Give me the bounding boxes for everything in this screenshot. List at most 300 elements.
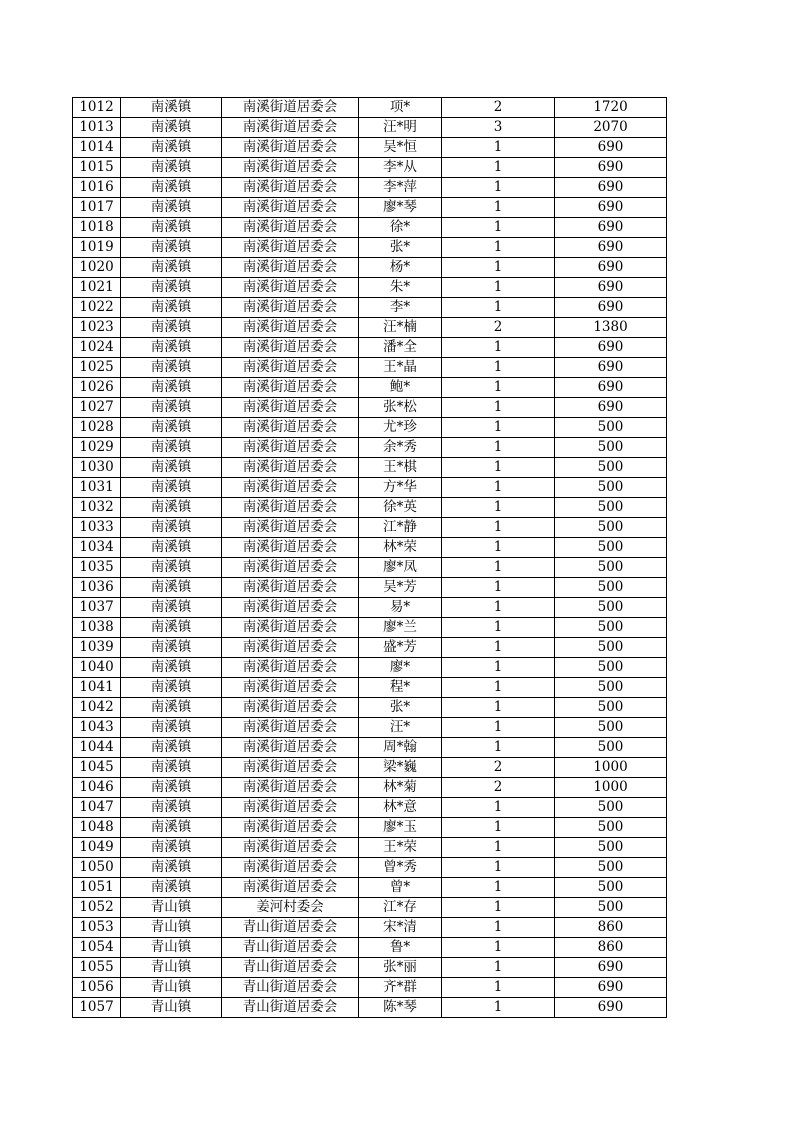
cell-count: 1: [442, 638, 555, 658]
cell-count: 1: [442, 498, 555, 518]
cell-town: 南溪镇: [121, 598, 222, 618]
cell-id: 1026: [73, 378, 121, 398]
cell-committee: 南溪街道居委会: [222, 638, 359, 658]
cell-id: 1036: [73, 578, 121, 598]
cell-committee: 南溪街道居委会: [222, 578, 359, 598]
cell-committee: 南溪街道居委会: [222, 798, 359, 818]
cell-committee: 姜河村委会: [222, 898, 359, 918]
cell-committee: 南溪街道居委会: [222, 298, 359, 318]
cell-id: 1053: [73, 918, 121, 938]
cell-count: 1: [442, 338, 555, 358]
cell-town: 南溪镇: [121, 538, 222, 558]
cell-count: 1: [442, 618, 555, 638]
cell-count: 1: [442, 198, 555, 218]
cell-id: 1038: [73, 618, 121, 638]
cell-id: 1050: [73, 858, 121, 878]
cell-count: 1: [442, 158, 555, 178]
cell-id: 1019: [73, 238, 121, 258]
table-row: [73, 238, 667, 258]
table-row: [73, 438, 667, 458]
cell-amount: 1000: [555, 758, 667, 778]
cell-amount: 500: [555, 658, 667, 678]
cell-count: 1: [442, 898, 555, 918]
cell-committee: 南溪街道居委会: [222, 158, 359, 178]
cell-committee: 南溪街道居委会: [222, 358, 359, 378]
cell-amount: 500: [555, 578, 667, 598]
table-row: [73, 958, 667, 978]
cell-town: 南溪镇: [121, 578, 222, 598]
cell-id: 1016: [73, 178, 121, 198]
table-row: [73, 318, 667, 338]
cell-town: 南溪镇: [121, 758, 222, 778]
cell-count: 1: [442, 598, 555, 618]
cell-name: 廖*玉: [359, 818, 442, 838]
cell-count: 2: [442, 758, 555, 778]
cell-amount: 690: [555, 998, 667, 1018]
cell-name: 林*菊: [359, 778, 442, 798]
cell-town: 南溪镇: [121, 378, 222, 398]
cell-committee: 南溪街道居委会: [222, 458, 359, 478]
cell-id: 1023: [73, 318, 121, 338]
cell-name: 吴*芳: [359, 578, 442, 598]
cell-amount: 500: [555, 678, 667, 698]
cell-name: 杨*: [359, 258, 442, 278]
cell-name: 江*存: [359, 898, 442, 918]
cell-name: 梁*巍: [359, 758, 442, 778]
cell-id: 1032: [73, 498, 121, 518]
cell-name: 吴*恒: [359, 138, 442, 158]
cell-count: 1: [442, 438, 555, 458]
cell-town: 南溪镇: [121, 398, 222, 418]
cell-name: 周*翰: [359, 738, 442, 758]
cell-committee: 青山街道居委会: [222, 918, 359, 938]
table-row: [73, 978, 667, 998]
cell-amount: 500: [555, 818, 667, 838]
cell-amount: 500: [555, 418, 667, 438]
cell-id: 1031: [73, 478, 121, 498]
cell-amount: 690: [555, 218, 667, 238]
cell-count: 1: [442, 258, 555, 278]
cell-id: 1020: [73, 258, 121, 278]
cell-count: 1: [442, 918, 555, 938]
cell-amount: 690: [555, 278, 667, 298]
cell-town: 青山镇: [121, 898, 222, 918]
cell-name: 尤*珍: [359, 418, 442, 438]
cell-amount: 690: [555, 398, 667, 418]
cell-name: 曾*秀: [359, 858, 442, 878]
table-row: [73, 358, 667, 378]
table-row: [73, 838, 667, 858]
cell-amount: 690: [555, 138, 667, 158]
cell-committee: 南溪街道居委会: [222, 258, 359, 278]
cell-name: 易*: [359, 598, 442, 618]
table-row: [73, 198, 667, 218]
cell-town: 南溪镇: [121, 138, 222, 158]
table-row: [73, 158, 667, 178]
table-row: [73, 758, 667, 778]
cell-id: 1030: [73, 458, 121, 478]
data-table: [72, 97, 667, 1018]
cell-id: 1022: [73, 298, 121, 318]
cell-amount: 690: [555, 958, 667, 978]
cell-name: 方*华: [359, 478, 442, 498]
cell-count: 1: [442, 358, 555, 378]
cell-id: 1042: [73, 698, 121, 718]
cell-name: 汪*: [359, 718, 442, 738]
cell-town: 南溪镇: [121, 638, 222, 658]
cell-id: 1044: [73, 738, 121, 758]
table-row: [73, 718, 667, 738]
cell-town: 南溪镇: [121, 678, 222, 698]
cell-id: 1056: [73, 978, 121, 998]
cell-committee: 南溪街道居委会: [222, 598, 359, 618]
cell-committee: 南溪街道居委会: [222, 558, 359, 578]
cell-town: 南溪镇: [121, 458, 222, 478]
cell-id: 1025: [73, 358, 121, 378]
cell-name: 鲍*: [359, 378, 442, 398]
cell-count: 1: [442, 818, 555, 838]
cell-amount: 690: [555, 158, 667, 178]
cell-town: 南溪镇: [121, 258, 222, 278]
table-row: [73, 638, 667, 658]
cell-committee: 南溪街道居委会: [222, 818, 359, 838]
cell-committee: 南溪街道居委会: [222, 398, 359, 418]
table-row: [73, 898, 667, 918]
cell-amount: 500: [555, 898, 667, 918]
table-row: [73, 658, 667, 678]
cell-amount: 690: [555, 178, 667, 198]
cell-amount: 690: [555, 378, 667, 398]
cell-id: 1034: [73, 538, 121, 558]
table-row: [73, 998, 667, 1018]
cell-town: 南溪镇: [121, 238, 222, 258]
table-row: [73, 558, 667, 578]
cell-name: 李*: [359, 298, 442, 318]
cell-amount: 500: [555, 858, 667, 878]
cell-id: 1024: [73, 338, 121, 358]
cell-count: 2: [442, 318, 555, 338]
table-row: [73, 98, 667, 118]
cell-id: 1033: [73, 518, 121, 538]
cell-id: 1045: [73, 758, 121, 778]
cell-amount: 500: [555, 838, 667, 858]
table-row: [73, 258, 667, 278]
cell-id: 1018: [73, 218, 121, 238]
table-row: [73, 498, 667, 518]
cell-town: 南溪镇: [121, 778, 222, 798]
cell-count: 1: [442, 178, 555, 198]
cell-name: 廖*凤: [359, 558, 442, 578]
cell-count: 1: [442, 478, 555, 498]
cell-id: 1057: [73, 998, 121, 1018]
cell-committee: 青山街道居委会: [222, 978, 359, 998]
cell-amount: 2070: [555, 118, 667, 138]
cell-committee: 南溪街道居委会: [222, 878, 359, 898]
cell-count: 1: [442, 278, 555, 298]
cell-name: 廖*琴: [359, 198, 442, 218]
cell-amount: 1380: [555, 318, 667, 338]
cell-committee: 南溪街道居委会: [222, 198, 359, 218]
cell-name: 余*秀: [359, 438, 442, 458]
cell-name: 项*: [359, 98, 442, 118]
cell-name: 朱*: [359, 278, 442, 298]
table-row: [73, 458, 667, 478]
cell-name: 廖*: [359, 658, 442, 678]
table-row: [73, 938, 667, 958]
cell-name: 王*棋: [359, 458, 442, 478]
cell-amount: 690: [555, 978, 667, 998]
cell-id: 1014: [73, 138, 121, 158]
cell-amount: 500: [555, 558, 667, 578]
cell-amount: 500: [555, 458, 667, 478]
cell-amount: 500: [555, 478, 667, 498]
cell-id: 1017: [73, 198, 121, 218]
table-row: [73, 818, 667, 838]
cell-id: 1015: [73, 158, 121, 178]
cell-town: 南溪镇: [121, 518, 222, 538]
cell-id: 1041: [73, 678, 121, 698]
table-row: [73, 738, 667, 758]
cell-amount: 500: [555, 498, 667, 518]
cell-count: 1: [442, 398, 555, 418]
table-row: [73, 218, 667, 238]
cell-town: 南溪镇: [121, 178, 222, 198]
cell-committee: 南溪街道居委会: [222, 238, 359, 258]
cell-name: 曾*: [359, 878, 442, 898]
cell-count: 1: [442, 538, 555, 558]
cell-count: 1: [442, 858, 555, 878]
cell-committee: 南溪街道居委会: [222, 338, 359, 358]
cell-count: 1: [442, 998, 555, 1018]
cell-amount: 500: [555, 518, 667, 538]
cell-town: 南溪镇: [121, 98, 222, 118]
cell-name: 潘*全: [359, 338, 442, 358]
cell-town: 南溪镇: [121, 698, 222, 718]
table-row: [73, 418, 667, 438]
table-row: [73, 478, 667, 498]
cell-amount: 500: [555, 738, 667, 758]
table-row: [73, 578, 667, 598]
cell-count: 1: [442, 418, 555, 438]
cell-town: 青山镇: [121, 938, 222, 958]
cell-name: 陈*琴: [359, 998, 442, 1018]
cell-town: 南溪镇: [121, 418, 222, 438]
cell-committee: 南溪街道居委会: [222, 718, 359, 738]
cell-town: 青山镇: [121, 998, 222, 1018]
table-row: [73, 598, 667, 618]
table-row: [73, 678, 667, 698]
cell-count: 1: [442, 698, 555, 718]
table-row: [73, 798, 667, 818]
cell-town: 南溪镇: [121, 798, 222, 818]
cell-id: 1046: [73, 778, 121, 798]
cell-committee: 南溪街道居委会: [222, 498, 359, 518]
cell-count: 1: [442, 578, 555, 598]
cell-name: 齐*群: [359, 978, 442, 998]
table-row: [73, 298, 667, 318]
cell-name: 徐*: [359, 218, 442, 238]
cell-committee: 南溪街道居委会: [222, 698, 359, 718]
cell-town: 南溪镇: [121, 818, 222, 838]
table-row: [73, 378, 667, 398]
cell-amount: 690: [555, 338, 667, 358]
cell-id: 1028: [73, 418, 121, 438]
cell-committee: 南溪街道居委会: [222, 678, 359, 698]
cell-count: 1: [442, 958, 555, 978]
cell-town: 青山镇: [121, 918, 222, 938]
table-body: [73, 98, 667, 1018]
cell-town: 南溪镇: [121, 478, 222, 498]
cell-count: 3: [442, 118, 555, 138]
cell-name: 李*从: [359, 158, 442, 178]
cell-name: 王*荣: [359, 838, 442, 858]
cell-town: 南溪镇: [121, 338, 222, 358]
cell-count: 1: [442, 678, 555, 698]
cell-amount: 500: [555, 598, 667, 618]
cell-committee: 南溪街道居委会: [222, 738, 359, 758]
cell-town: 南溪镇: [121, 438, 222, 458]
cell-town: 南溪镇: [121, 838, 222, 858]
cell-count: 1: [442, 298, 555, 318]
cell-town: 南溪镇: [121, 298, 222, 318]
cell-committee: 南溪街道居委会: [222, 858, 359, 878]
cell-town: 南溪镇: [121, 878, 222, 898]
cell-amount: 500: [555, 878, 667, 898]
cell-id: 1052: [73, 898, 121, 918]
table-row: [73, 618, 667, 638]
table-row: [73, 538, 667, 558]
cell-amount: 860: [555, 938, 667, 958]
cell-committee: 南溪街道居委会: [222, 98, 359, 118]
cell-id: 1040: [73, 658, 121, 678]
cell-name: 江*静: [359, 518, 442, 538]
cell-amount: 690: [555, 198, 667, 218]
cell-amount: 1720: [555, 98, 667, 118]
cell-count: 1: [442, 138, 555, 158]
cell-town: 南溪镇: [121, 318, 222, 338]
cell-id: 1054: [73, 938, 121, 958]
cell-name: 徐*英: [359, 498, 442, 518]
cell-amount: 690: [555, 358, 667, 378]
cell-committee: 青山街道居委会: [222, 938, 359, 958]
cell-committee: 南溪街道居委会: [222, 538, 359, 558]
cell-amount: 500: [555, 438, 667, 458]
cell-committee: 南溪街道居委会: [222, 418, 359, 438]
cell-amount: 690: [555, 298, 667, 318]
cell-count: 1: [442, 238, 555, 258]
table-row: [73, 698, 667, 718]
cell-amount: 690: [555, 238, 667, 258]
cell-town: 南溪镇: [121, 718, 222, 738]
cell-name: 张*: [359, 698, 442, 718]
cell-committee: 南溪街道居委会: [222, 138, 359, 158]
cell-committee: 青山街道居委会: [222, 998, 359, 1018]
cell-id: 1027: [73, 398, 121, 418]
cell-committee: 青山街道居委会: [222, 958, 359, 978]
cell-id: 1051: [73, 878, 121, 898]
cell-committee: 南溪街道居委会: [222, 378, 359, 398]
cell-name: 张*松: [359, 398, 442, 418]
cell-committee: 南溪街道居委会: [222, 118, 359, 138]
table-row: [73, 398, 667, 418]
cell-town: 南溪镇: [121, 858, 222, 878]
cell-count: 2: [442, 98, 555, 118]
cell-count: 1: [442, 458, 555, 478]
cell-name: 李*萍: [359, 178, 442, 198]
cell-amount: 500: [555, 618, 667, 638]
cell-town: 南溪镇: [121, 218, 222, 238]
cell-town: 南溪镇: [121, 358, 222, 378]
table-row: [73, 518, 667, 538]
cell-town: 南溪镇: [121, 738, 222, 758]
cell-name: 汪*明: [359, 118, 442, 138]
cell-town: 南溪镇: [121, 658, 222, 678]
cell-committee: 南溪街道居委会: [222, 438, 359, 458]
cell-name: 林*荣: [359, 538, 442, 558]
cell-count: 1: [442, 738, 555, 758]
table-row: [73, 858, 667, 878]
cell-id: 1043: [73, 718, 121, 738]
cell-amount: 500: [555, 638, 667, 658]
table-row: [73, 338, 667, 358]
cell-name: 汪*楠: [359, 318, 442, 338]
cell-count: 1: [442, 218, 555, 238]
table-row: [73, 918, 667, 938]
cell-name: 廖*兰: [359, 618, 442, 638]
cell-id: 1012: [73, 98, 121, 118]
cell-count: 1: [442, 838, 555, 858]
cell-count: 1: [442, 558, 555, 578]
cell-count: 1: [442, 518, 555, 538]
cell-committee: 南溪街道居委会: [222, 618, 359, 638]
cell-id: 1049: [73, 838, 121, 858]
cell-id: 1047: [73, 798, 121, 818]
cell-id: 1021: [73, 278, 121, 298]
cell-count: 1: [442, 938, 555, 958]
cell-amount: 500: [555, 798, 667, 818]
cell-committee: 南溪街道居委会: [222, 658, 359, 678]
cell-name: 林*意: [359, 798, 442, 818]
table-row: [73, 778, 667, 798]
cell-name: 张*丽: [359, 958, 442, 978]
cell-name: 王*晶: [359, 358, 442, 378]
cell-id: 1055: [73, 958, 121, 978]
cell-name: 盛*芳: [359, 638, 442, 658]
cell-count: 1: [442, 978, 555, 998]
cell-town: 南溪镇: [121, 558, 222, 578]
cell-count: 1: [442, 718, 555, 738]
cell-id: 1035: [73, 558, 121, 578]
cell-id: 1037: [73, 598, 121, 618]
cell-committee: 南溪街道居委会: [222, 758, 359, 778]
cell-amount: 690: [555, 258, 667, 278]
cell-id: 1039: [73, 638, 121, 658]
table-row: [73, 138, 667, 158]
cell-count: 1: [442, 878, 555, 898]
cell-amount: 860: [555, 918, 667, 938]
cell-id: 1013: [73, 118, 121, 138]
cell-town: 南溪镇: [121, 158, 222, 178]
cell-town: 南溪镇: [121, 118, 222, 138]
cell-count: 1: [442, 378, 555, 398]
cell-committee: 南溪街道居委会: [222, 478, 359, 498]
cell-town: 青山镇: [121, 978, 222, 998]
table-row: [73, 178, 667, 198]
table-row: [73, 278, 667, 298]
cell-amount: 1000: [555, 778, 667, 798]
cell-committee: 南溪街道居委会: [222, 838, 359, 858]
cell-amount: 500: [555, 698, 667, 718]
